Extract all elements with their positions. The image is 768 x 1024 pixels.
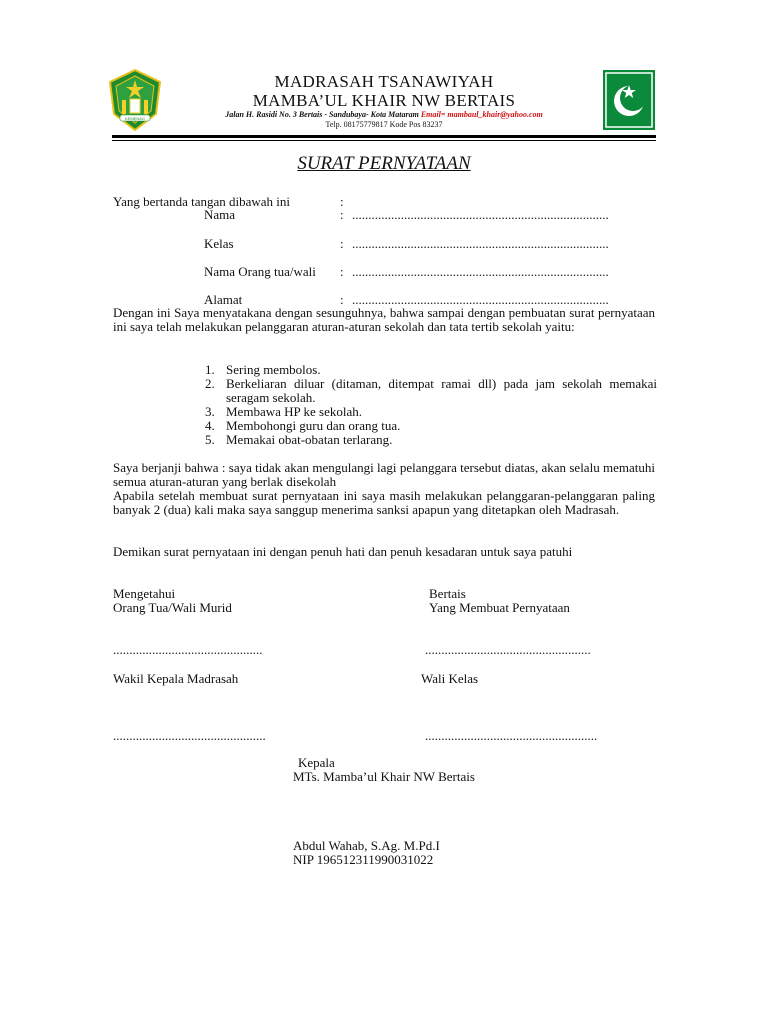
left-logo-text: KEMENAG [124,116,146,121]
violation-list [205,363,657,447]
sig-school-label: MTs. Mamba’ul Khair NW Bertais [293,769,475,784]
phone-postcode: Telp. 08175779817 Kode Pos 83237 [325,120,443,129]
closing-statement: Demikan surat pernyataan ini dengan penuh hati dan penuh kesadaran untuk saya patuhi [113,544,573,559]
field-dots-kelas: ............................................................................... [352,237,609,251]
sig-line-parent: .............................................. [113,642,263,657]
field-label-kelas: Kelas [204,236,234,251]
sig-wakil-label: Wakil Kepala Madrasah [113,671,239,686]
sig-left-label1: Mengetahui [113,586,176,601]
head-nip: NIP 196512311990031022 [293,852,434,867]
sig-line-wakil: ............................................... [113,728,266,743]
list-item: 1. Sering membolos. [205,362,321,377]
field-label-orangtua: Nama Orang tua/wali [204,264,316,279]
sig-line-student: ................................................... [425,642,591,657]
address-text: Jalan H. Rasidi No. 3 Bertais - Sandubaya- Kota Mataram [225,110,419,119]
list-item: 4. Membohongi guru dan orang tua. [205,418,401,433]
field-colon: : [340,207,344,222]
sig-left-label2: Orang Tua/Wali Murid [113,600,232,615]
list-item: 2. Berkeliaran diluar (ditaman, ditempat ramai dll) pada jam sekolah memakai seragam sekolah. [205,376,657,405]
field-colon: : [340,264,344,279]
list-item: 3. Membawa HP ke sekolah. [205,404,362,419]
statement-paragraph: Dengan ini Saya menyatakana dengan sesunguhnya, bahwa sampai dengan pembuatan surat pernyataan ini saya telah melakukan pelanggaran aturan-aturan sekolah dan tata tertib sekolah yaitu: [113,305,655,334]
header-rule-thick [112,135,656,138]
email-text: Email= mambaul_khair@yahoo.com [420,110,543,119]
field-dots-orangtua: ............................................................................... [352,265,609,279]
field-colon: : [340,292,344,307]
sig-right-label2: Yang Membuat Pernyataan [429,600,570,615]
document-title: SURAT PERNYATAAN [297,153,471,174]
sig-right-label1: Bertais [429,586,466,601]
field-label-alamat: Alamat [204,292,243,307]
header-rule-thin [112,140,656,141]
sig-line-walikelas: ..................................................... [425,728,598,743]
intro-lead-colon: : [340,194,344,209]
sig-walikelas-label: Wali Kelas [421,671,479,686]
nw-logo [603,70,655,130]
list-item: 5. Memakai obat-obatan terlarang. [205,432,393,447]
field-colon: : [340,236,344,251]
field-label-nama: Nama [204,207,236,222]
intro-lead: Yang bertanda tangan dibawah ini [113,194,291,209]
school-name-line2: MAMBA’UL KHAIR NW BERTAIS [252,91,516,110]
school-name-line1: MADRASAH TSANAWIYAH [274,72,494,91]
field-dots-nama: ............................................................................... [352,208,609,222]
promise-paragraph-2: Apabila setelah membuat surat pernyataan ini saya masih melakukan pelanggaran-pelanggaran paling banyak 2 (dua) kali maka saya sanggup menerima sanksi apapun yang ditetapkan oleh Madrasah. [113,488,655,517]
sig-kepala-label: Kepala [298,755,335,770]
promise-paragraph-1: Saya berjanji bahwa : saya tidak akan mengulangi lagi pelanggara tersebut diatas, akan selalu mematuhi semua aturan-aturan yang berlak disekolah [113,460,655,489]
head-name: Abdul Wahab, S.Ag. M.Pd.I [293,838,440,853]
field-dots-alamat: ............................................................................... [352,293,609,307]
